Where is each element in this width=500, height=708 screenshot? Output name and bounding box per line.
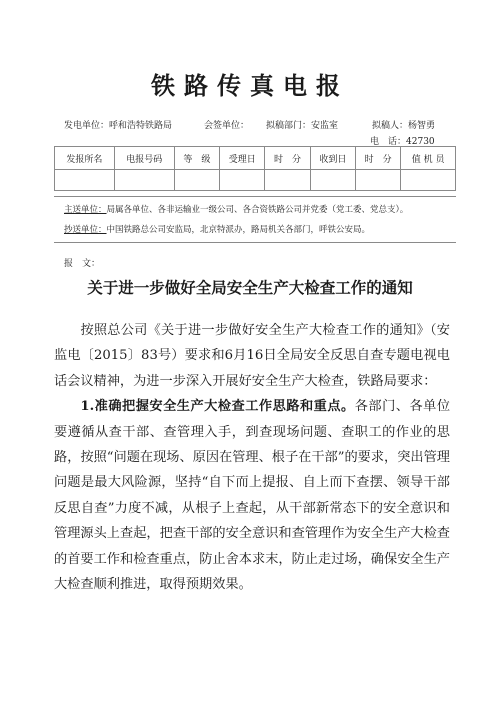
table-header-cell: 电报号码 xyxy=(114,147,174,170)
body-paragraph xyxy=(54,394,450,597)
notice-title: 关于进一步做好全局安全生产大检查工作的通知 xyxy=(87,278,413,297)
document-header-title: 铁路传真电报 xyxy=(151,71,349,100)
table-cell xyxy=(55,170,115,191)
main-recipients-value: 局属各单位、各非运输业一级公司、各合资铁路公司并党委（党工委、党总支）。 xyxy=(106,205,409,215)
table-cell xyxy=(401,170,456,191)
table-header-cell: 时 分 xyxy=(265,147,310,170)
dept-value: 安监室 xyxy=(311,121,339,131)
table-cell xyxy=(265,170,310,191)
sender-unit xyxy=(64,118,172,131)
main-recipients xyxy=(64,203,408,215)
cc-recipients xyxy=(64,223,370,235)
phone-value: 42730 xyxy=(406,137,435,147)
table-header-cell: 收到日 xyxy=(310,147,355,170)
drafting-dept xyxy=(266,118,338,131)
table-cell xyxy=(356,170,401,191)
table-cell xyxy=(114,170,174,191)
table-header-cell: 受理日 xyxy=(220,147,265,170)
table-header-cell: 时 分 xyxy=(356,147,401,170)
table-header-cell: 发报所名 xyxy=(55,147,115,170)
phone-label: 电 话： xyxy=(370,137,407,147)
main-recipients-label: 主送单位： xyxy=(64,205,107,215)
table-cell xyxy=(310,170,355,191)
body-paragraph: 按照总公司《关于进一步做好安全生产大检查工作的通知》（安监电〔2015〕83号）要求和6月16日全局安全反思自查专题电视电话会议精神，为进一步深入开展好安全生产大检查，铁路局要求： xyxy=(54,323,450,389)
drafter-value: 杨智勇 xyxy=(408,121,436,131)
table-row xyxy=(55,170,456,191)
section-text: 各部门、各单位要遵循从查干部、查管理入手，到查现场问题、查职工的作业的思路，按照“问题在现场、原因在管理、根子在干部”的要求，突出管理问题是最大风险源，坚持“自下而上提报、自上而下查摆、领导干部反思自查”力度不减，从根子上查起，从干部新常态下的安全意识和管理源头上查起，把查干部的安全意识和查管理作为安全生产大检查的首要工作和检查重点，防止舍本求末，防止走过场，确保安全生产大检查顺利推进，取得预期效果。 xyxy=(54,399,451,593)
drafter xyxy=(372,118,435,131)
table-header-row xyxy=(55,147,456,170)
table-cell xyxy=(174,170,219,191)
notice-body xyxy=(54,318,450,597)
cc-recipients-value: 中国铁路总公司安监局，北京特派办，路局机关各部门，呼铁公安局。 xyxy=(106,225,371,235)
table-cell xyxy=(220,170,265,191)
sender-value: 呼和浩特铁路局 xyxy=(109,121,173,131)
divider-top xyxy=(54,196,456,197)
table-header-cell: 等 级 xyxy=(174,147,219,170)
telegram-processing-table xyxy=(54,146,456,191)
cosign-unit xyxy=(204,118,249,131)
drafter-label: 拟稿人： xyxy=(372,121,409,131)
divider-bottom xyxy=(54,242,456,243)
dept-label: 拟稿部门： xyxy=(266,121,312,131)
section-heading: 1.准确把握安全生产大检查工作思路和重点。 xyxy=(80,399,355,415)
cosign-label: 会签单位： xyxy=(204,121,250,131)
sender-label: 发电单位： xyxy=(64,121,110,131)
table-header-cell: 值 机 员 xyxy=(401,147,456,170)
cc-recipients-label: 抄送单位： xyxy=(64,225,107,235)
message-label: 报 文： xyxy=(64,259,101,269)
